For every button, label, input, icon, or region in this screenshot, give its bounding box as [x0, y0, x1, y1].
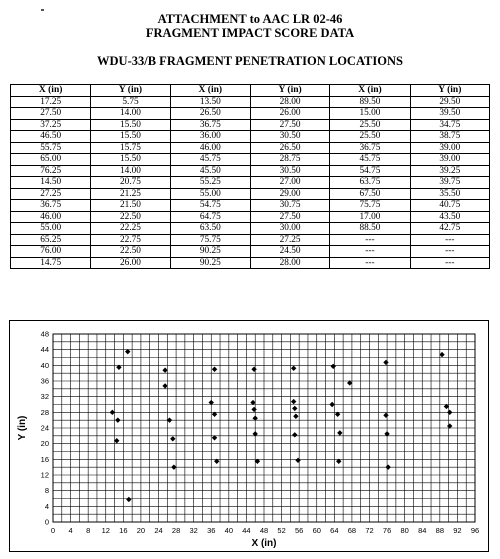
- x-tick-label: 20: [136, 526, 146, 535]
- x-tick-label: 48: [259, 526, 269, 535]
- table-cell: ---: [410, 257, 489, 269]
- document-title: FRAGMENT IMPACT SCORE DATA: [145, 26, 355, 40]
- x-tick-label: 52: [277, 526, 286, 535]
- table-cell: 22.50: [91, 246, 170, 258]
- x-tick-label: 44: [242, 526, 251, 535]
- table-row: [11, 131, 490, 143]
- table-cell: 30.50: [250, 165, 329, 177]
- table-cell: 15.00: [330, 108, 410, 120]
- table-row: [11, 96, 490, 108]
- table-cell: 39.00: [410, 142, 489, 154]
- table-cell: 22.25: [91, 223, 170, 235]
- table-cell: 36.75: [330, 142, 410, 154]
- table-cell: ---: [410, 234, 489, 246]
- data-point: [337, 430, 342, 435]
- table-title: WDU-33/B FRAGMENT PENETRATION LOCATIONS: [97, 54, 403, 68]
- y-tick-label: 40: [40, 360, 49, 370]
- y-tick-label: 12: [40, 470, 49, 480]
- data-point: [126, 497, 131, 502]
- x-tick-label: 40: [224, 526, 234, 535]
- table-cell: 54.75: [170, 200, 250, 212]
- table-cell: 43.50: [410, 211, 489, 223]
- table-cell: 90.25: [170, 257, 250, 269]
- table-cell: 76.25: [11, 165, 91, 177]
- scan-speck: [41, 9, 44, 11]
- table-row: [11, 211, 490, 223]
- table-row: [11, 246, 490, 258]
- column-header: X (in): [330, 85, 410, 97]
- table-cell: ---: [330, 234, 410, 246]
- table-cell: 28.00: [250, 96, 329, 108]
- chart-grid: [53, 334, 475, 522]
- table-row: [11, 177, 490, 189]
- table-cell: 39.00: [410, 154, 489, 166]
- table-cell: 14.50: [11, 177, 91, 189]
- x-tick-label: 32: [189, 526, 198, 535]
- y-tick-label: 28: [40, 407, 49, 417]
- table-cell: 55.00: [170, 188, 250, 200]
- table-cell: 25.50: [330, 131, 410, 143]
- penetration-locations-table: [10, 84, 490, 269]
- x-tick-label: 92: [453, 526, 462, 535]
- x-tick-label: 72: [365, 526, 374, 535]
- table-cell: 64.75: [170, 211, 250, 223]
- table-cell: 21.50: [91, 200, 170, 212]
- x-tick-label: 12: [101, 526, 110, 535]
- table-cell: 27.50: [250, 119, 329, 131]
- data-point: [162, 368, 167, 373]
- y-tick-label: 32: [40, 392, 49, 402]
- attachment-title: ATTACHMENT to AAC LR 02-46: [157, 12, 343, 26]
- data-point: [439, 352, 444, 357]
- x-tick-label: 4: [68, 526, 73, 535]
- y-axis-label: Y (in): [17, 415, 28, 441]
- x-tick-label: 68: [347, 526, 357, 535]
- table-cell: 30.75: [250, 200, 329, 212]
- table-cell: 45.75: [330, 154, 410, 166]
- table-cell: 5.75: [91, 96, 170, 108]
- y-tick-label: 44: [40, 345, 49, 355]
- column-header: X (in): [11, 85, 91, 97]
- table-cell: 28.00: [250, 257, 329, 269]
- x-tick-label: 76: [382, 526, 392, 535]
- table-row: [11, 165, 490, 177]
- data-point: [331, 364, 336, 369]
- data-point: [447, 410, 452, 415]
- table-cell: 27.25: [11, 188, 91, 200]
- data-point: [171, 464, 176, 469]
- table-row: [11, 257, 490, 269]
- y-tick-label: 24: [40, 423, 49, 433]
- y-tick-label: 48: [40, 329, 49, 339]
- data-point: [167, 417, 172, 422]
- table-cell: 26.50: [250, 142, 329, 154]
- table-row: [11, 154, 490, 166]
- y-tick-label: 4: [44, 501, 49, 511]
- table-cell: 55.25: [170, 177, 250, 189]
- data-point: [383, 413, 388, 418]
- table-cell: 27.00: [250, 177, 329, 189]
- table-cell: 15.50: [91, 154, 170, 166]
- table-cell: 15.75: [91, 142, 170, 154]
- table-cell: 63.50: [170, 223, 250, 235]
- table-cell: ---: [330, 246, 410, 258]
- x-tick-label: 96: [470, 526, 480, 535]
- table-cell: 75.75: [170, 234, 250, 246]
- table-cell: 22.75: [91, 234, 170, 246]
- x-tick-label: 28: [171, 526, 181, 535]
- table-row: [11, 223, 490, 235]
- column-header: Y (in): [410, 85, 489, 97]
- table-row: [11, 234, 490, 246]
- data-point: [115, 417, 120, 422]
- table-cell: 37.25: [11, 119, 91, 131]
- table-cell: 42.75: [410, 223, 489, 235]
- table-cell: 40.75: [410, 200, 489, 212]
- table-cell: 22.50: [91, 211, 170, 223]
- data-point: [170, 436, 175, 441]
- x-axis-label: X (in): [251, 538, 277, 549]
- x-tick-label: 88: [435, 526, 445, 535]
- table-body: [11, 96, 490, 269]
- table-cell: 14.00: [91, 108, 170, 120]
- data-point: [251, 407, 256, 412]
- table-cell: 39.50: [410, 108, 489, 120]
- table-cell: 26.00: [250, 108, 329, 120]
- data-point: [329, 402, 334, 407]
- data-points: [110, 349, 453, 502]
- y-tick-label: 0: [44, 517, 49, 527]
- table-cell: 55.00: [11, 223, 91, 235]
- y-tick-label: 36: [40, 376, 49, 386]
- table-cell: 35.50: [410, 188, 489, 200]
- y-tick-label: 20: [40, 439, 49, 449]
- table-cell: 14.75: [11, 257, 91, 269]
- table-cell: 36.00: [170, 131, 250, 143]
- table-cell: 29.00: [250, 188, 329, 200]
- column-header: Y (in): [91, 85, 170, 97]
- data-point: [383, 360, 388, 365]
- table-cell: 89.50: [330, 96, 410, 108]
- y-tick-labels: [41, 330, 49, 527]
- table-row: [11, 119, 490, 131]
- table-cell: 46.00: [170, 142, 250, 154]
- table-cell: 27.50: [11, 108, 91, 120]
- scatter-chart: [9, 320, 489, 552]
- table-cell: 34.75: [410, 119, 489, 131]
- table-cell: 39.75: [410, 177, 489, 189]
- data-point: [110, 410, 115, 415]
- data-point: [291, 366, 296, 371]
- data-point: [251, 367, 256, 372]
- table-cell: 29.50: [410, 96, 489, 108]
- table-cell: 17.00: [330, 211, 410, 223]
- table-cell: 67.50: [330, 188, 410, 200]
- y-tick-label: 8: [44, 486, 49, 496]
- x-tick-label: 8: [86, 526, 91, 535]
- x-tick-label: 16: [119, 526, 128, 535]
- table-cell: ---: [330, 257, 410, 269]
- data-point: [162, 383, 167, 388]
- table-cell: 36.75: [170, 119, 250, 131]
- table-cell: 46.00: [11, 211, 91, 223]
- x-tick-label: 0: [50, 526, 56, 535]
- table-row: [11, 188, 490, 200]
- x-tick-label: 24: [154, 526, 163, 535]
- table-cell: 20.75: [91, 177, 170, 189]
- table-cell: 45.75: [170, 154, 250, 166]
- table-cell: 13.50: [170, 96, 250, 108]
- table-cell: 39.25: [410, 165, 489, 177]
- x-tick-label: 84: [418, 526, 427, 535]
- table-cell: 54.75: [330, 165, 410, 177]
- table-cell: 27.50: [250, 211, 329, 223]
- y-tick-label: 16: [40, 454, 49, 464]
- column-header: X (in): [170, 85, 250, 97]
- table-cell: 28.75: [250, 154, 329, 166]
- data-point: [295, 458, 300, 463]
- table-row: [11, 142, 490, 154]
- table-cell: ---: [410, 246, 489, 258]
- table-cell: 30.00: [250, 223, 329, 235]
- table-row: [11, 200, 490, 212]
- data-point: [212, 367, 217, 372]
- table-cell: 24.50: [250, 246, 329, 258]
- table-cell: 55.75: [11, 142, 91, 154]
- table-cell: 15.50: [91, 131, 170, 143]
- table-cell: 76.00: [11, 246, 91, 258]
- table-cell: 65.00: [11, 154, 91, 166]
- data-point: [114, 438, 119, 443]
- table-cell: 45.50: [170, 165, 250, 177]
- data-point: [292, 432, 297, 437]
- data-point: [293, 414, 298, 419]
- table-header-row: [11, 85, 490, 97]
- x-tick-label: 60: [312, 526, 321, 535]
- data-point: [291, 399, 296, 404]
- table-cell: 88.50: [330, 223, 410, 235]
- table-cell: 63.75: [330, 177, 410, 189]
- table-row: [11, 108, 490, 120]
- table-cell: 36.75: [11, 200, 91, 212]
- table-cell: 90.25: [170, 246, 250, 258]
- x-tick-labels: [51, 526, 479, 535]
- table-cell: 17.25: [11, 96, 91, 108]
- table-cell: 30.50: [250, 131, 329, 143]
- data-point: [385, 464, 390, 469]
- x-tick-label: 36: [207, 526, 216, 535]
- table-cell: 14.00: [91, 165, 170, 177]
- table-cell: 65.25: [11, 234, 91, 246]
- column-header: Y (in): [250, 85, 329, 97]
- x-tick-label: 80: [400, 526, 409, 535]
- table-cell: 38.75: [410, 131, 489, 143]
- table-cell: 27.25: [250, 234, 329, 246]
- table-cell: 75.75: [330, 200, 410, 212]
- x-tick-label: 56: [294, 526, 304, 535]
- table-cell: 26.00: [91, 257, 170, 269]
- table-cell: 26.50: [170, 108, 250, 120]
- table-cell: 46.50: [11, 131, 91, 143]
- table-cell: 25.50: [330, 119, 410, 131]
- x-tick-label: 64: [330, 526, 339, 535]
- data-point: [292, 406, 297, 411]
- table-cell: 15.50: [91, 119, 170, 131]
- table-cell: 21.25: [91, 188, 170, 200]
